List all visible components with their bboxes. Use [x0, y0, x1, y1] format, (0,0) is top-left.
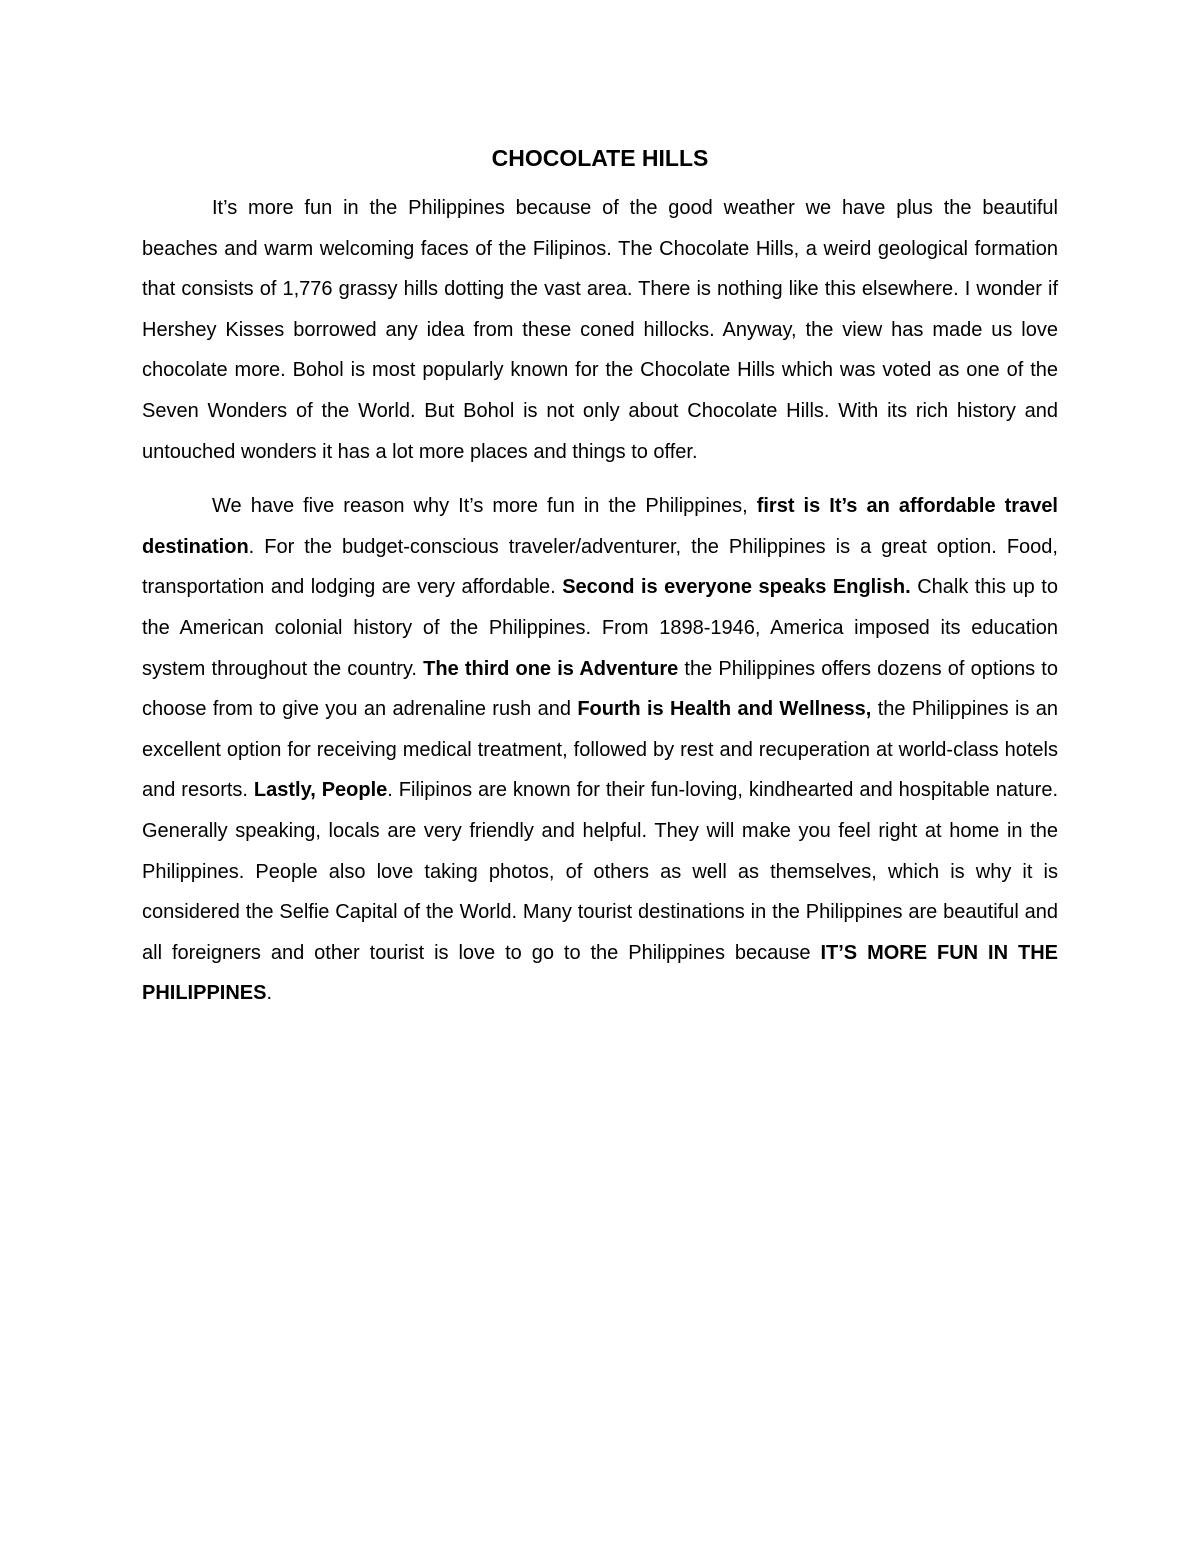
bold-run-first-reason: first is It’s an affordable travel destination	[142, 495, 1058, 558]
paragraph-reasons	[142, 486, 1058, 1014]
text-run: . For the budget-conscious traveler/adventurer, the Philippines is a great option. Food, transportation and lodging are very affordable.	[142, 535, 1058, 599]
bold-run-fourth-reason: Fourth is Health and Wellness,	[577, 698, 872, 721]
text-run: . Filipinos are known for their fun-loving, kindhearted and hospitable nature. Generally speaking, locals are very friendly and helpful. They will make you feel right at home in the Philippines. People also love taking photos, of others as well as themselves, which is why it is considered the Selfie Capital of the World. Many tourist destinations in the Philippines are beautiful and all foreigners and other tourist is love to go to the Philippines because	[142, 779, 1058, 964]
text-run: Chalk this up to the American colonial history of the Philippines. From 1898-1946, America imposed its education system throughout the country.	[142, 576, 1058, 680]
text-run: the Philippines offers dozens of options to choose from to give you an adrenaline rush and	[142, 657, 1058, 721]
bold-run-third-reason: The third one is Adventure	[423, 657, 679, 680]
paragraph-intro: It’s more fun in the Philippines because of the good weather we have plus the beautiful beaches and warm welcoming faces of the Filipinos. The Chocolate Hills, a weird geological formation that consists of 1,776 grassy hills dotting the vast area. There is nothing like this elsewhere. I wonder if Hershey Kisses borrowed any idea from these coned hillocks. Anyway, the view has made us love chocolate more. Bohol is most popularly known for the Chocolate Hills which was voted as one of the Seven Wonders of the World. But Bohol is not only about Chocolate Hills. With its rich history and untouched wonders it has a lot more places and things to offer.	[142, 197, 1058, 463]
document-title: CHOCOLATE HILLS	[491, 145, 709, 171]
document-body	[142, 140, 1058, 1028]
bold-run-fifth-reason: Lastly, People	[253, 779, 388, 802]
text-run-period: .	[266, 982, 273, 1005]
bold-run-second-reason: Second is everyone speaks English.	[562, 576, 911, 599]
text-run: We have five reason why It’s more fun in the Philippines,	[212, 495, 757, 518]
text-run: the Philippines is an excellent option for receiving medical treatment, followed by rest and recuperation at world-class hotels and resorts.	[142, 698, 1058, 802]
bold-run-closing-slogan: IT’S MORE FUN IN THE PHILIPPINES	[142, 941, 1059, 1005]
